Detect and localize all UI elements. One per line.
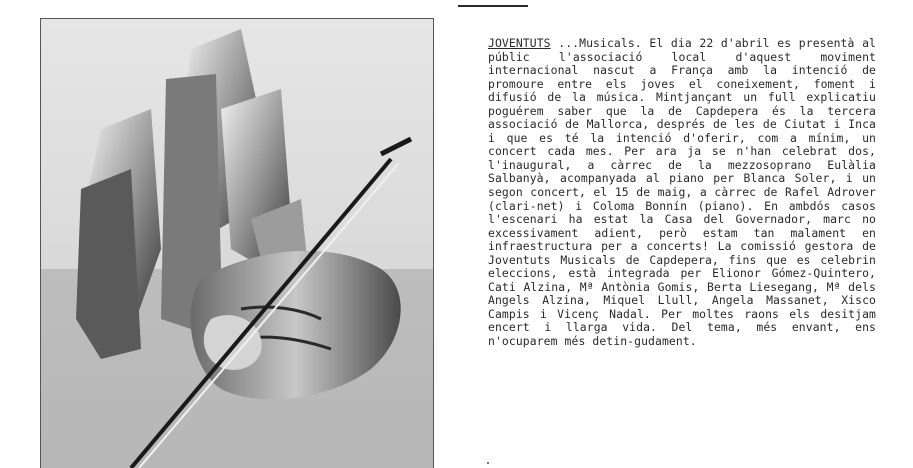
article-body: ...Musicals. El dia 22 d'abril es presentà al públic l'associació local d'aquest moviment internacional nascut a França amb la intenció de promoure entre els joves el coneixement, foment i difusió de la música. Mintjançant un full explicatiu poguérem saber que la de Capdepera és la tercera associació de Mallorca, després de les de Ciutat i Inca i que es té la intenció d'oferir, com a mínim, un concert cada mes. Per ara ja se n'han celebrat dos, l'inaugural, a càrrec de la mezzosoprano Eulàlia Salbanyà, acompanyada al piano per Blanca Soler, i un segon concert, el 15 de maig, a càrrec de Rafel Adrover (clari-net) i Coloma Bonnín (piano). En ambdós casos l'escenari ha estat la Casa del Governador, marc no excessivament adient, però estam tan malament en infraestructura per a concerts! La comissió gestora de Joventuts Musicals de Capdepera, fins que es celebrin eleccions, està integrada per Elionor Gómez-Quintero, Cati Alzina, Mª Antònia Gomis, Berta Liesegang, Mª dels Angels Alzina, Miquel Llull, Angela Massanet, Xisco Campis i Vicenç Nadal. Per moltes raons els desitjam encert i llarga vida. Del tema, més envant, ens n'ocuparem més detin-gudament.: [488, 36, 876, 349]
article-joventuts-musicals: [488, 37, 876, 349]
violin-sculpture-image: [41, 19, 433, 468]
article-keyword: JOVENTUTS: [488, 36, 551, 50]
page-mark: [487, 462, 489, 464]
violin-photo: [40, 18, 434, 468]
margin-mark: [896, 55, 902, 67]
top-rule: [458, 0, 528, 7]
article-text: [488, 37, 876, 349]
